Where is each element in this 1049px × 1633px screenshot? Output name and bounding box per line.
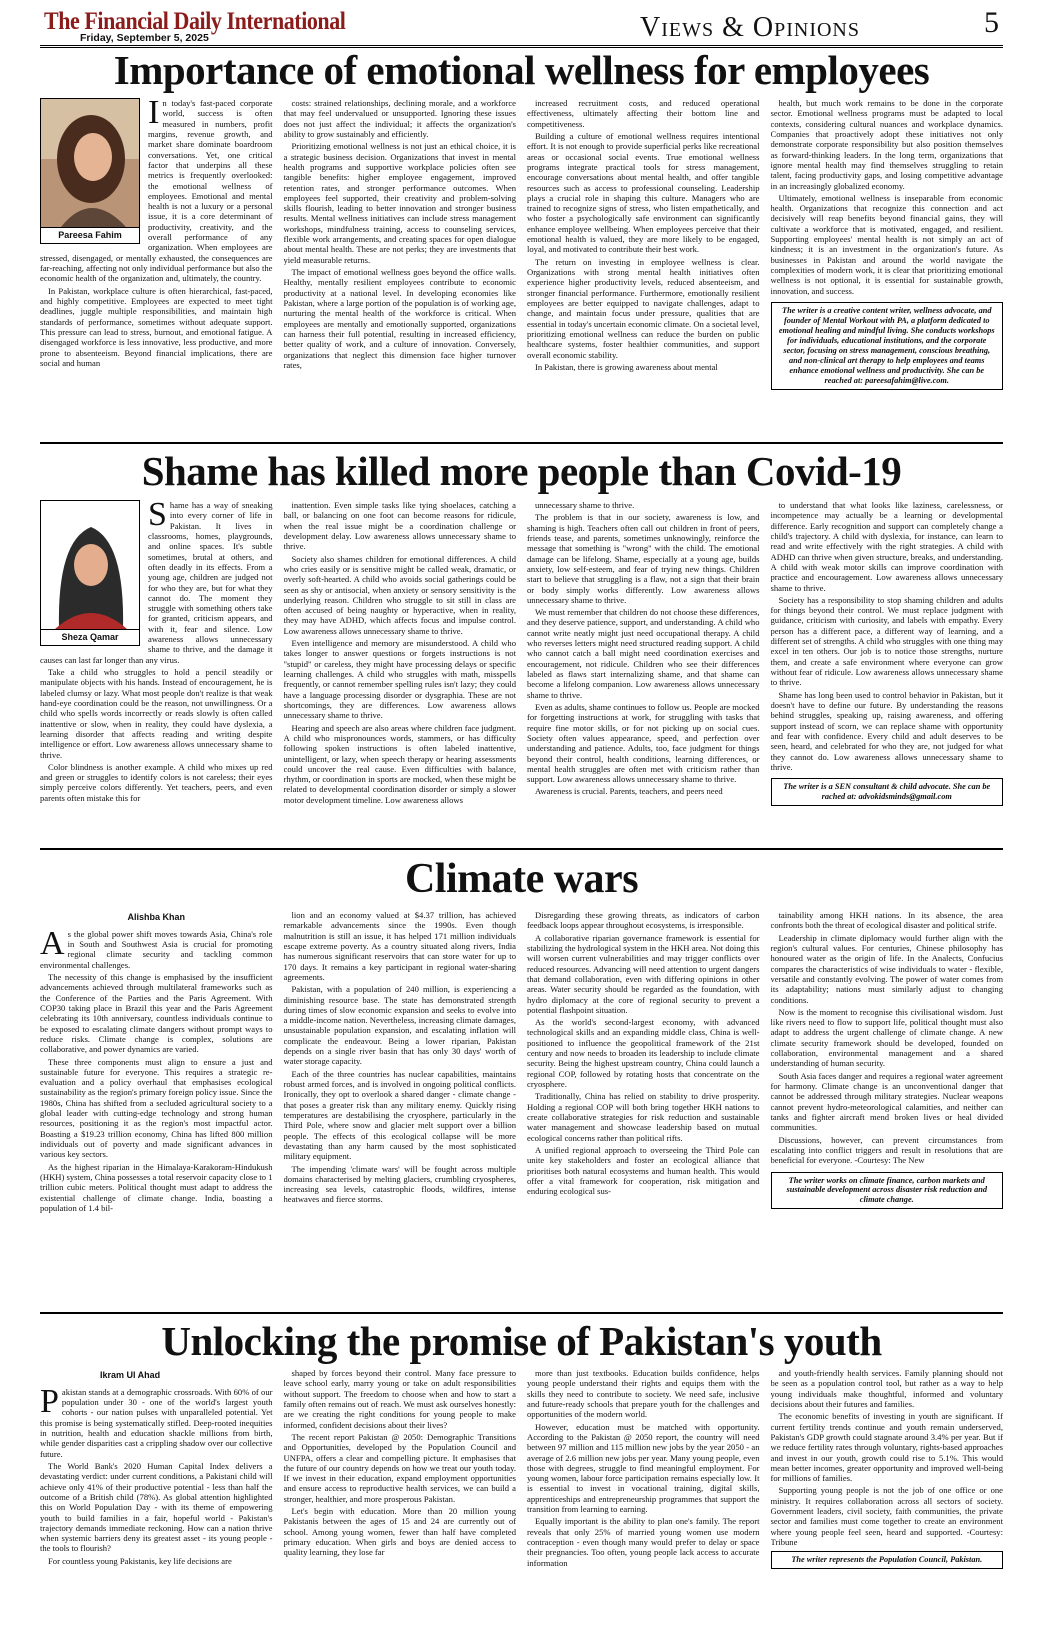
paragraph: tainability among HKH nations. In its absence, the area confronts both the threat of ecological disaster and political strife. [770,910,1003,931]
paragraph: Pakistan stands at a demographic crossroads. With 60% of our population under 30 - one of the world's largest youth cohorts - our nation pulses with unparalleled potential. Yet this promise is being systematically stifled. Deep-rooted inequities in nutrition, health and education shackle millions from birth, while gender disparities cast a crippling shadow over our collective future. [40,1382,273,1459]
paragraph: A collaborative riparian governance framework is essential for stabilizing the hydrological system in the HKH area. Not doing this will worsen current vulnerabilities and may trigger conflicts over reduced resources. Advancing will need attention to urgent dangers that demand collaboration, even with differing opinions in other areas. Water security should be regarded as the foundation, with hydro diplomacy at the core of regional security to prevent a potential flashpoint situation. [527,932,760,1015]
paragraph: and youth-friendly health services. Family planning should not be seen as a population control tool, but rather as a way to help young individuals make thoughtful, informed and voluntary decisions about their futures and families. [770,1368,1003,1409]
column-1 [40,500,273,844]
paragraph: These three components must align to ensure a just and sustainable future for everyone. This requires a strategic re-evaluation and a policy overhaul that emphasises ecological sustainability as the region's primary foreign policy issue. Since the 1980s, China has shifted from a secluded agricultural society to a global leader with cutting-edge technology and strong human resources, positioning it as the region's most impactful actor. Boasting a $19.23 trillion economy, China has lifted 800 million individuals out of poverty and made significant advances in various key sectors. [40,1056,273,1160]
paragraph: Each of the three countries has nuclear capabilities, maintains robust armed forces, and is involved in ongoing political conflicts. Ironically, they opt to overlook a shared danger - climate change - that poses a greater risk than any military enemy. Quickly rising temperatures are destabilising the cryosphere, particularly in the Third Pole, where snow and glacier melt support over a billion people. The effects of this ecological collapse will be more devastating than any harm caused by the most sophisticated military equipment. [283,1068,516,1162]
column-4 [771,98,1004,438]
paragraph: Now is the moment to recognise this civilisational wisdom. Just like rivers need to flow to support life, political thought must also adapt to address the urgent challenge of climate change. A new climate security framework should be developed, founded on collaboration, environmental management and a shared understanding of human security. [770,1006,1003,1069]
paragraph: Let's begin with education. More than 20 million young Pakistanis between the ages of 15 and 24 are currently out of school. Among young women, fewer than half have completed primary education. When girls and boys are denied access to quality learning, they lose far [283,1506,516,1558]
paragraph: Disregarding these growing threats, as indicators of carbon feedback loops appear throughout ecosystems, is irresponsible. [527,910,760,931]
author-portrait [41,99,139,227]
paragraph: The World Bank's 2020 Human Capital Index delivers a devastating verdict: under current conditions, a Pakistani child will achieve only 41% of their productive potential - less than half the outcome of a British child (78%). As global attention highlighted this on World Population Day - with its theme of empowering youth to build families in a fair, hopeful world - Pakistan's trajectory demands immediate reckoning. How can a nation thrive when systemic barriers deny its greatest asset - its young people - the tools to flourish? [40,1460,273,1554]
paragraph: Color blindness is another example. A child who mixes up red and green or struggles to identify colors is not careless; their eyes simply perceive colors differently. Yet teachers, peers, and even parents often mistake this for [40,761,273,803]
paragraph: health, but much work remains to be done in the corporate sector. Emotional wellness programs must be adapted to local contexts, considering cultural nuances and workplace dynamics. Companies that proactively adopt these initiatives not only demonstrate corporate responsibility but also position themselves as forward-thinking leaders. In the long term, organizations that ignore mental health may find themselves struggling to retain talent, facing productivity gaps, and losing competitive advantage in an increasingly globalized economy. [770,98,1003,191]
byline: Ikram Ul Ahad [100,1370,161,1380]
author-bio: The writer is a SEN consultant & child advocate. She can be rached at: advokidsminds@gmail.com [771,778,1004,806]
paragraph: The return on investing in employee wellness is clear. Organizations with strong mental health initiatives often experience higher productivity levels, reduced absenteeism, and stronger financial performance. Furthermore, emotionally resilient employees are better equipped to navigate challenges, adapt to change, and maintain focus under pressure, qualities that are essential in today's uncertain economic climate. On a societal level, prioritizing emotional wellness can reduce the burden on public healthcare systems, foster healthier communities, and support overall economic stability. [527,256,760,360]
paragraph: The impact of emotional wellness goes beyond the office walls. Healthy, mentally resilient employees contribute to economic productivity at a national level. In developing economies like Pakistan, where a large portion of the population is of working age, nurturing the mental health of the workforce is critical. When employees are mentally and emotionally supported, organizations can harness their full potential, resulting in increased efficiency, better quality of work, and a culture of innovation. Conversely, organizations that neglect this dimension face higher turnover rates, [283,267,516,370]
paper-name: The Financial Daily International [44,8,346,35]
paragraph: shaped by forces beyond their control. Many face pressure to leave school early, marry young or take on adult responsibilities without support. The freedom to choose when and how to start a family often remains out of reach. We must ask ourselves honestly: are we creating the right conditions for young people to make informed, confident decisions about their lives? [283,1368,516,1430]
paragraph: The impending 'climate wars' will be fought across multiple domains characterised by melting glaciers, crumbling cryospheres, increasing sea levels, catastrophic floods, wildfires, intense heatwaves and fierce storms. [283,1163,516,1205]
column-2 [284,500,517,844]
article-emotional-wellness [40,48,1003,438]
headline: Unlocking the promise of Pakistan's youth [161,1318,882,1364]
column-2 [284,910,517,1306]
byline: Alishba Khan [127,912,185,922]
publication-date: Friday, September 5, 2025 [80,32,209,44]
paragraph: The problem is that in our society, awareness is low, and shaming is high. Teachers often call out children in front of peers, friends tease, and parents, sometimes unknowingly, reinforce the message that something is "wrong" with the child. The emotional damage can be lifelong. Shame, especially at a young age, builds anxiety, low self-esteem, and fear of trying new things. Children start to believe that struggling is a flaw, not a sign that their brain or body simply works differently. Low awareness allows unnecessary shame to thrive. [527,512,760,605]
author-photo [40,98,140,244]
paragraph: The economic benefits of investing in youth are significant. If current fertility trends continue and youth remain underserved, Pakistan's GDP growth could stagnate around 3.4% per year. But if we reduce fertility rates through voluntary, rights-based approaches and invest in our youth, growth could rise to 5.1%. This would mean better incomes, greater opportunity and improved well-being for millions of families. [770,1411,1003,1484]
column-4 [771,910,1004,1306]
paragraph: We must remember that children do not choose these differences, and they deserve patience, support, and understanding. A child who cannot write neatly might just need occupational therapy. A child who reverses letters might need structured reading support. A child who cannot catch a ball might need coordination exercises and encouragement, not ridicule. Children who see their differences labeled as flaws start internalizing shame, and that shame can become a lifelong companion. Low awareness allows unnecessary shame to thrive. [527,607,760,700]
article-divider [40,1312,1003,1314]
paragraph: Shame has a way of sneaking into every corner of life in Pakistan. It lives in classrooms, homes, playgrounds, and online spaces. It's subtle sometimes, brutal at others, and often deadly in its effects. From a young age, children are judged not for who they are, but for what they cannot do. The moment they struggle with something others take for granted, criticism appears, and with it, fear and silence. Low awareness allows unnecessary shame to thrive, and the damage it causes can last far longer than any virus. [40,500,273,665]
paragraph: to understand that what looks like laziness, carelessness, or incompetence may actually be a learning or developmental difference. Early recognition and support can completely change a child's trajectory. A child with dyslexia, for instance, can learn to read and write effectively with the right strategies. A child with ADHD can thrive when given structure, breaks, and understanding. A child with weak motor skills can improve coordination with practice and encouragement. Low awareness allows unnecessary shame to thrive. [770,500,1003,593]
paragraph: Pakistan, with a population of 240 million, is experiencing a diminishing resource base. The state has demonstrated strength during times of slow economic expansion and seeks to evolve into a middle-income nation. Nevertheless, increasing climate damages, unsustainable population expansion, and escalating inflation will complicate the endeavour. Being a lower riparian, Pakistan depends on a single river basin that has only 30 days' worth of water storage capacity. [283,984,516,1067]
masthead [40,8,1003,46]
column-3 [527,98,760,438]
author-caption: Pareesa Fahim [41,227,139,243]
article-divider [40,848,1003,850]
paragraph: As the global power shift moves towards Asia, China's role in South and Southwest Asia is crucial for promoting regional climate security and tackling common environmental challenges. [40,924,273,970]
column-1 [40,910,273,1306]
paragraph: For countless young Pakistanis, key life decisions are [48,1555,232,1566]
paragraph: Ultimately, emotional wellness is inseparable from economic health. Organizations that recognize this connection and act decisively will reap benefits beyond financial gains, they will cultivate a workforce that is motivated, engaged, and resilient. Supporting employees' mental health is not simply an act of kindness; it is an investment in the organization's future. As businesses in Pakistan and around the world navigate the complexities of modern work, it is clear that prioritizing emotional wellness is not optional, it is essential for sustainable growth, innovation, and success. [770,192,1003,296]
paragraph: Leadership in climate diplomacy would further align with the region's cultural values. For centuries, Chinese philosophy has honoured water as the origin of life. In the Analects, Confucius compares the characteristics of wise individuals to water - flexible, versatile and constantly evolving. The power of water comes from its adaptability; nations must similarly adjust to changing conditions. [770,932,1003,1005]
author-bio: The writer represents the Population Council, Pakistan. [771,1551,1004,1569]
paragraph: Even as adults, shame continues to follow us. People are mocked for forgetting instructions at work, for struggling with tasks that require fine motor skills, or for not picking up on social cues. Society often values appearance, speed, and perfection over understanding and patience. Adults, too, face judgment for things beyond their control, health conditions, learning differences, or mental health struggles are often met with criticism rather than support. Low awareness allows unnecessary shame to thrive. [527,701,760,785]
paragraph: However, education must be matched with opportunity. According to the Pakistan @ 2050 report, the country will need between 97 million and 115 million new jobs by the year 2050 - an average of 2.6 million new jobs per year. Many young people, even those with degrees, struggle to find meaningful employment. For young women, labour force participation remains especially low. It is essential to invest in vocational training, digital skills, apprenticeships and entrepreneurship programmes that support the transition from learning to earning. [527,1421,760,1515]
article-climate-wars [40,854,1003,1306]
column-1 [40,98,273,438]
article-pakistan-youth [40,1318,1003,1628]
column-3 [527,1368,760,1628]
paragraph: Awareness is crucial. Parents, teachers, and peers need [535,786,723,797]
paragraph: Equally important is the ability to plan one's family. The report reveals that only 25% of married young women use modern contraception - even though many would prefer to delay or space their pregnancies. Too often, young people lack access to accurate information [527,1516,760,1568]
section-title: Views & Opinions [640,12,860,43]
paragraph: Prioritizing emotional wellness is not just an ethical choice, it is a strategic business decision. Organizations that invest in mental health programs and supportive workplace policies often see tangible benefits: higher employee engagement, improved retention rates, and stronger performance outcomes. When employees feel supported, their creativity and problem-solving skills flourish, leading to better innovation and stronger business results. Mental wellness initiatives can include stress management workshops, mindfulness training, access to counseling services, flexible work arrangements, and creating spaces for open dialogue about mental health. These are not perks; they are investments that yield measurable returns. [283,141,516,265]
paragraph: Building a culture of emotional wellness requires intentional effort. It is not enough to provide superficial perks like recreational areas or occasional social events. True emotional wellness programs integrate practical tools for stress management, encourage conversations about mental health, and offer tangible resources such as access to professional counseling. Leadership plays a crucial role in shaping this culture. Managers who are trained to recognize signs of stress, who listen empathetically, and who foster a psychologically safe environment can significantly enhance employee wellbeing. When employees perceive that their emotional health is valued, they are more likely to be engaged, loyal, and motivated to contribute their best work. [527,130,760,255]
paragraph: A unified regional approach to overseeing the Third Pole can unite key stakeholders and foster an ecological alliance that prioritises both natural ecosystems and human health. This would offer a vital framework for cooperation, risk mitigation and enduring ecological sus- [527,1144,760,1197]
headline: Importance of emotional wellness for employees [113,47,930,93]
paragraph: The necessity of this change is emphasised by the insufficient advancements achieved through multilateral frameworks such as the Conference of the Parties and the Paris Agreement. With COP30 taking place in Brazil this year and the Paris Agreement celebrating its 10th anniversary, countless individuals continue to be exposed to escalating climate dangers without prompt ways to reduce risks. Climate change is complex, solutions are collaborative, and power dynamics are varied. [40,972,273,1055]
paragraph: In Pakistan, there is growing awareness about mental [535,361,718,372]
paragraph: Take a child who struggles to hold a pencil steadily or manipulate objects with his hands. Instead of encouragement, he is labeled clumsy or lazy. What most people don't realize is that weak hand-eye coordination could be the reason, not unwillingness. Or a child who spells words incorrectly or reads slowly is often called inattentive or slow, when in reality, they could have dyslexia, a learning disorder that affects reading and writing despite intelligence or effort. Low awareness allows unnecessary shame to thrive. [40,667,273,760]
paragraph: more than just textbooks. Education builds confidence, helps young people understand their rights and equips them with the skills they need to contribute to society. We need safe, inclusive and future-ready schools that prepare youth for the challenges and opportunities of the modern world. [527,1368,760,1420]
author-photo [40,500,140,646]
paragraph: Society also shames children for emotional differences. A child who cries easily or is sensitive might be called weak, dramatic, or overly soft-hearted. A child who avoids social gatherings could be seen as shy or antisocial, when anxiety or sensory sensitivity is the underlying reason. Children who struggle to sit still in class are often accused of being naughty or hyperactive, when in reality, they may have ADHD, which affects focus and impulse control. Low awareness allows unnecessary shame to thrive. [283,553,516,636]
column-3 [527,500,760,844]
paragraph: increased recruitment costs, and reduced operational effectiveness, ultimately affecting their bottom line and competitiveness. [527,98,760,129]
paragraph: inattention. Even simple tasks like tying shoelaces, catching a ball, or balancing on one foot can become reasons for ridicule, when the real issue might be a coordination challenge or development delay. Low awareness allows unnecessary shame to thrive. [283,500,516,552]
column-4 [771,1368,1004,1628]
column-2 [284,1368,517,1628]
paragraph: Hearing and speech are also areas where children face judgment. A child who mispronounces words, stammers, or has difficulty following spoken instructions is often labeled inattentive, unintelligent, or lazy, when speech therapy or hearing assessments could uncover the real cause. Even difficulties with balance, rhythm, or coordination in sports are mocked, when these might be related to developmental coordination disorder or simply a slower motor development timeline. Low awareness allows [283,722,516,805]
paragraph: unnecessary shame to thrive. [535,500,635,510]
paragraph: The recent report Pakistan @ 2050: Demographic Transitions and Opportunities, developed by the Population Council and UNFPA, offers a clear and compelling picture. It emphasises that the future of our country depends on how we treat our youth today. If we invest in their education, expand employment opportunities and ensure access to reproductive health services, we can build a stronger, healthier, and more prosperous Pakistan. [283,1431,516,1504]
paragraph: costs: strained relationships, declining morale, and a workforce that may feel undervalued or unsupported. Ignoring these issues does not just affect the individual; it affects the organization's ability to grow sustainably and efficiently. [283,98,516,139]
author-bio: The writer is a creative content writer, wellness advocate, and founder of Mental Workout with PA, a platform dedicated to emotional healing and mindful living. She conducts workshops for individuals, educational institutions, and the corporate sector, focusing on stress management, conscious breathing, and non-clinical art therapy to help employees and teams enhance emotional wellness and productivity. She can be reached at: pareesafahim@live.com. [771,302,1004,390]
paragraph: In today's fast-paced corporate world, success is often measured in numbers, profit margins, revenue growth, and market share dominate boardroom conversations. Yet, one critical factor that underpins all these metrics is frequently overlooked: the emotional wellness of employees. Emotional and mental health is not a luxury or a personal issue, it is a core determinant of productivity, creativity, and the overall performance of any organization. When employees are stressed, disengaged, or mentally exhausted, the consequences are far-reaching, affecting not only individual performance but also the economic health of the organization and, ultimately, the country. [40,98,273,284]
headline: Shame has killed more people than Covid-19 [141,448,902,494]
article-divider [40,442,1003,444]
paragraph: Traditionally, China has relied on stability to drive prosperity. Holding a regional COP will both bring together HKH nations to create collaborative strategies for risk reduction and sustainable water management and showcase leadership based on mutual ecological concerns rather than political rifts. [527,1091,760,1143]
paragraph: As the world's second-largest economy, with advanced technological skills and an expanding middle class, China is well-positioned to influence the geopolitical framework of the 21st century and now needs to broaden its leadership to include climate security. Being the highest upstream country, China could launch a regional COP, followed by rotating hosts that concentrate on the cryosphere. [527,1017,760,1089]
paragraph: Supporting young people is not the job of one office or one ministry. It requires collaboration across all sectors of society. Government leaders, civil society, faith communities, the private sector and families must come together to create an environment where young people feel seen, heard and supported. -Courtesy: Tribune [770,1485,1003,1547]
article-shame [40,448,1003,844]
paragraph: Even intelligence and memory are misunderstood. A child who takes longer to answer questions or forgets instructions is not "stupid" or careless, they might have processing delays or specific learning challenges. A child who struggles with math, misspells frequently, or cannot remember spelling rules isn't lazy; they could have a language processing disorder or dysgraphia. These are not shortcomings, they are differences. Low awareness allows unnecessary shame to thrive. [283,638,516,721]
paragraph: Discussions, however, can prevent circumstances from escalating into conflict triggers and result in resolutions that are beneficial for everyone. -Courtesy: The New [770,1134,1003,1166]
column-4 [771,500,1004,844]
paragraph: Shame has long been used to control behavior in Pakistan, but it doesn't have to define our future. By understanding the reasons behind struggles, speaking up, raising awareness, and offering support instead of scorn, we can replace shame with opportunity and fear with confidence. Every child and adult deserves to be seen, heard, and celebrated for who they are, not judged for what they cannot do. Low awareness allows unnecessary shame to thrive. [770,689,1003,772]
headline: Climate wars [404,856,639,902]
author-bio: The writer works on climate finance, carbon markets and sustainable development across disaster risk reduction and climate change. [771,1172,1004,1210]
paragraph: As the highest riparian in the Himalaya-Karakoram-Hindukush (HKH) system, China possesses a total reservoir capacity close to 1 trillion cubic meters. Political thought must adapt to address the existential challenge of climate change. India, boasting a population of 1.4 bil- [40,1161,273,1213]
paragraph: lion and an economy valued at $4.37 trillion, has achieved remarkable advancements since the 1990s. Even though malnutrition is still an issue, it has helped 171 million individuals escape extreme poverty. As a country situated along rivers, India has numerous significant reservoirs that can store water for up to 170 days. It remains a key participant in regional water-sharing agreements. [283,910,516,982]
page-number: 5 [984,6,999,39]
paragraph: In Pakistan, workplace culture is often hierarchical, fast-paced, and highly competitive. Employees are expected to meet tight deadlines, juggle multiple responsibilities, and maintain high standards of performance, sometimes without adequate support. This pressure can lead to stress, burnout, and emotional fatigue. A disengaged workforce is less innovative, less productive, and more prone to absenteeism. Beyond financial implications, there are social and human [40,285,273,368]
author-portrait [41,501,139,629]
paragraph: Society has a responsibility to stop shaming children and adults for things beyond their control. We must replace judgment with guidance, criticism with curiosity, and labels with empathy. Every person has a different pace, a different way of learning, and a different set of strengths. A child who struggles with one thing may excel in ten others. Our job is to notice those strengths, nurture them, and create a safe environment where everyone can grow without fear of ridicule. Low awareness allows unnecessary shame to thrive. [770,594,1003,688]
author-caption: Sheza Qamar [41,629,139,645]
column-2 [284,98,517,438]
column-1 [40,1368,273,1628]
column-3 [527,910,760,1306]
paragraph: South Asia faces danger and requires a regional water agreement for harmony. Climate change is an unconventional danger that cannot be addressed through military strategies. Nuclear weapons cannot prevent hydro-meteorological calamities, and neither can tanks and fighter aircraft mend broken lives or heal divided communities. [770,1070,1003,1133]
